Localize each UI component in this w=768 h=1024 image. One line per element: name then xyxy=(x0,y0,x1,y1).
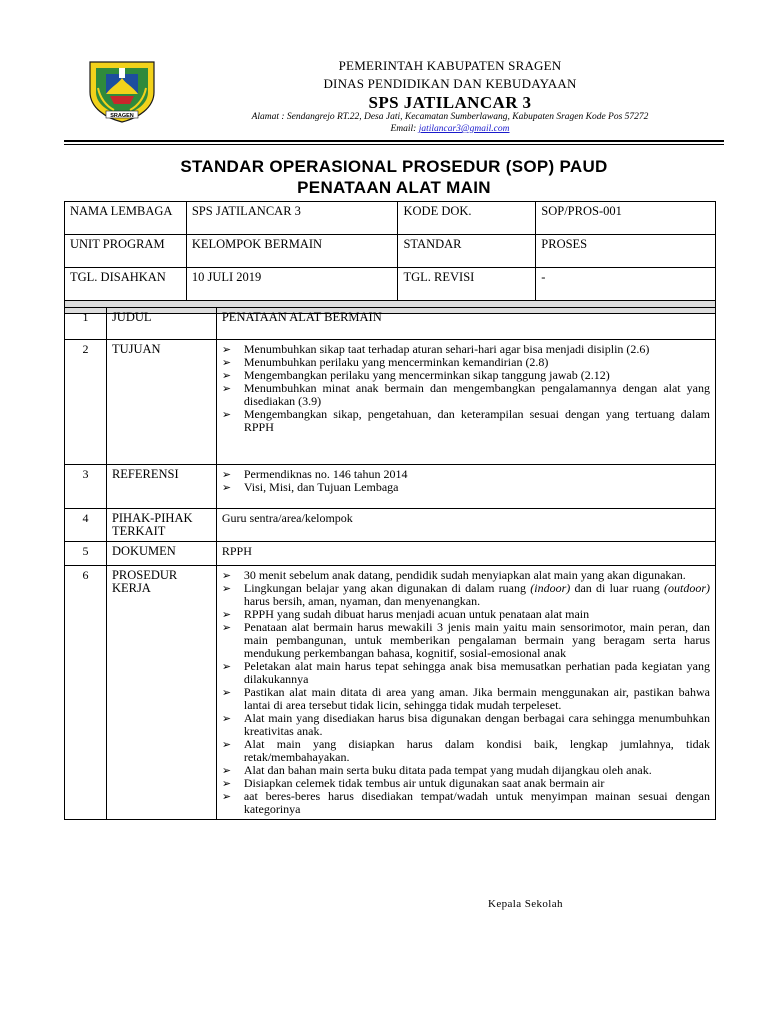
table-row-referensi xyxy=(65,465,716,509)
list-item: ➢ Mengembangkan sikap, pengetahuan, dan keterampilan sesuai dengan yang tertuang dalam RPPH xyxy=(244,408,710,434)
letterhead-address: Alamat : Sendangrejo RT.22, Desa Jati, Kecamatan Sumberlawang, Kabupaten Sragen Kode Pos 57272 xyxy=(251,112,649,122)
row-label: REFERENSI xyxy=(106,465,216,509)
letterhead-line-1: PEMERINTAH KABUPATEN SRAGEN xyxy=(338,58,562,73)
header-row xyxy=(65,268,716,301)
tujuan-list xyxy=(222,343,710,434)
text-run-italic: (outdoor) xyxy=(664,581,710,595)
header-cell: PROSES xyxy=(536,235,716,268)
row-content: Guru sentra/area/kelompok xyxy=(216,509,715,542)
row-label: PIHAK-PIHAK TERKAIT xyxy=(106,509,216,542)
text-run: dan di luar ruang xyxy=(570,581,664,595)
header-cell: TGL. DISAHKAN xyxy=(65,268,187,301)
document-subtitle: PENATAAN ALAT MAIN xyxy=(297,178,491,197)
sop-header-table xyxy=(64,201,716,314)
row-label: PROSEDUR KERJA xyxy=(106,566,216,820)
table-row-tujuan xyxy=(65,340,716,465)
sop-body-table xyxy=(64,307,716,820)
row-label: JUDUL xyxy=(106,308,216,340)
text-run: harus bersih, aman, nyaman, dan menyenangkan. xyxy=(243,594,481,608)
list-item: ➢ Menumbuhkan sikap taat terhadap aturan sehari-hari agar bisa menjadi disiplin (2.6) xyxy=(244,343,710,356)
header-cell: KELOMPOK BERMAIN xyxy=(186,235,398,268)
letterhead-line-2: DINAS PENDIDIKAN DAN KEBUDAYAAN xyxy=(323,76,577,91)
row-number: 6 xyxy=(65,566,107,820)
row-content xyxy=(216,465,715,509)
row-number: 3 xyxy=(65,465,107,509)
table-row-judul xyxy=(65,308,716,340)
signature-label: Kepala Sekolah xyxy=(488,898,563,910)
list-item: ➢ Alat main yang disediakan harus bisa digunakan dengan berbagai cara sehingga menumbuhkan kreativitas anak. xyxy=(244,712,710,738)
row-label: DOKUMEN xyxy=(106,542,216,566)
list-item: ➢ aat beres-beres harus disediakan tempat/wadah untuk menyimpan mainan sesuai dengan kategorinya xyxy=(244,790,710,816)
prosedur-list xyxy=(222,569,710,816)
header-cell: 10 JULI 2019 xyxy=(186,268,398,301)
header-cell: KODE DOK. xyxy=(398,202,536,235)
letterhead-email-line xyxy=(170,124,730,134)
list-item: ➢ RPPH yang sudah dibuat harus menjadi acuan untuk penataan alat main xyxy=(244,608,710,621)
header-cell: UNIT PROGRAM xyxy=(65,235,187,268)
text-run: Lingkungan belajar yang akan digunakan di dalam ruang xyxy=(243,581,531,595)
list-item: ➢ Permendiknas no. 146 tahun 2014 xyxy=(244,468,710,481)
row-content xyxy=(216,340,715,465)
header-row xyxy=(65,202,716,235)
row-number: 4 xyxy=(65,509,107,542)
header-cell: TGL. REVISI xyxy=(398,268,536,301)
list-item: ➢ Mengembangkan perilaku yang mencerminkan sikap tanggung jawab (2.12) xyxy=(244,369,710,382)
row-number: 5 xyxy=(65,542,107,566)
row-number: 2 xyxy=(65,340,107,465)
list-item: ➢ Menumbuhkan minat anak bermain dan mengembangkan pengalamannya dengan alat yang disediakan (3.9) xyxy=(244,382,710,408)
table-row-dokumen xyxy=(65,542,716,566)
list-item: ➢ Disiapkan celemek tidak tembus air untuk digunakan saat anak bermain air xyxy=(244,777,710,790)
row-content xyxy=(216,566,715,820)
logo-text: SRAGEN xyxy=(110,113,134,119)
row-number: 1 xyxy=(65,308,107,340)
letterhead-rule-thick xyxy=(64,140,724,142)
header-cell: SPS JATILANCAR 3 xyxy=(186,202,398,235)
list-item: ➢ Pastikan alat main ditata di area yang aman. Jika bermain menggunakan air, pastikan bahwa lantai di area tersebut tidak licin, sehingga tidak mudah terpeleset. xyxy=(244,686,710,712)
letterhead-school-name: SPS JATILANCAR 3 xyxy=(368,93,532,112)
list-item: ➢ Menumbuhkan perilaku yang mencerminkan kemandirian (2.8) xyxy=(244,356,710,369)
list-item: ➢ Penataan alat bermain harus mewakili 3 jenis main yaitu main sensorimotor, main peran, dan main pembangunan, untuk memberikan pengalaman bermain yang beragam serta harus mendukung perkembangan bahasa, kognitif, sosial-emosional anak xyxy=(244,621,710,660)
header-cell: NAMA LEMBAGA xyxy=(65,202,187,235)
referensi-list xyxy=(222,468,710,494)
header-cell: STANDAR xyxy=(398,235,536,268)
list-item: ➢ Alat dan bahan main serta buku ditata pada tempat yang mudah dijangkau oleh anak. xyxy=(244,764,710,777)
header-cell: - xyxy=(536,268,716,301)
row-content: RPPH xyxy=(216,542,715,566)
list-item xyxy=(244,582,710,608)
table-row-prosedur xyxy=(65,566,716,820)
list-item: ➢ Alat main yang disiapkan harus dalam kondisi baik, lengkap jumlahnya, tidak retak/membahayakan. xyxy=(244,738,710,764)
email-link[interactable]: jatilancar3@gmail.com xyxy=(418,124,510,134)
sragen-regency-logo xyxy=(84,58,160,124)
row-content: PENATAAN ALAT BERMAIN xyxy=(216,308,715,340)
list-item: ➢ 30 menit sebelum anak datang, pendidik sudah menyiapkan alat main yang akan digunakan. xyxy=(244,569,710,582)
document-title: STANDAR OPERASIONAL PROSEDUR (SOP) PAUD xyxy=(180,157,608,176)
email-label: Email: xyxy=(390,124,419,134)
text-run-italic: (indoor) xyxy=(530,581,571,595)
letterhead-rule-thin xyxy=(64,144,724,145)
list-item: ➢ Peletakan alat main harus tepat sehingga anak bisa memusatkan perhatian pada kegiatan yang dilakukannya xyxy=(244,660,710,686)
header-cell: SOP/PROS-001 xyxy=(536,202,716,235)
list-item: ➢ Visi, Misi, dan Tujuan Lembaga xyxy=(244,481,710,494)
table-row-pihak xyxy=(65,509,716,542)
row-label: TUJUAN xyxy=(106,340,216,465)
header-row xyxy=(65,235,716,268)
